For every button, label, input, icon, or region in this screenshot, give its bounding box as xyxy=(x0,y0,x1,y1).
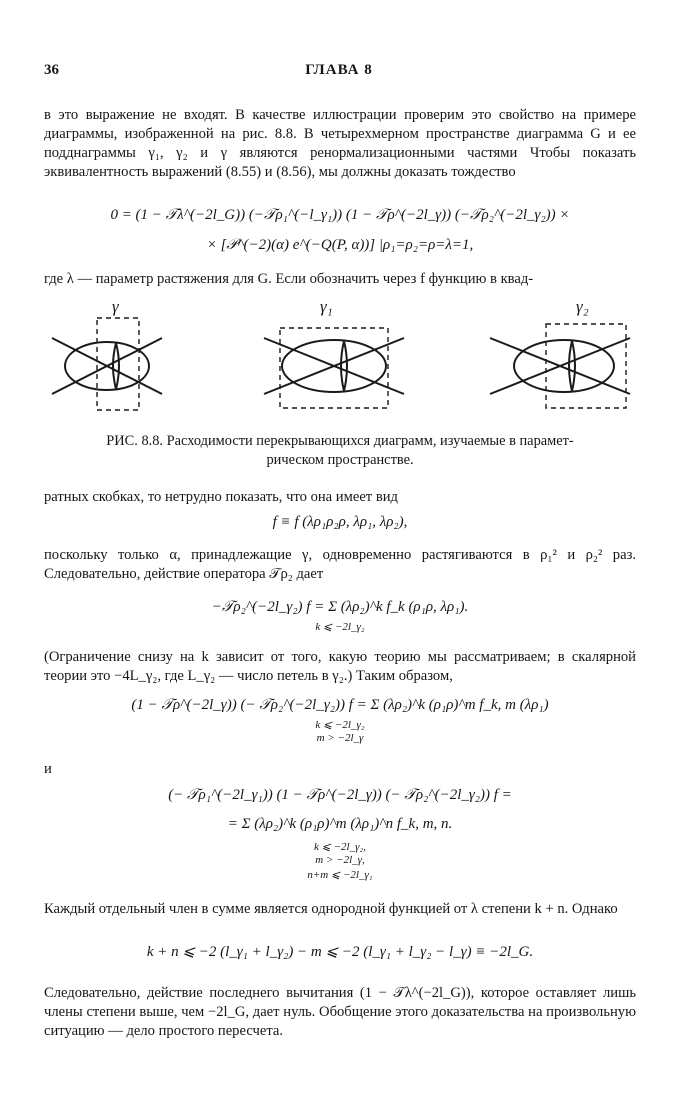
figure-caption-line1: РИС. 8.8. Расходимости перекрывающихся диаграмм, изучаемые в парамет- xyxy=(106,433,574,449)
equation-identity-line2: × [𝒫^(−2)(α) e^(−Q(P, α))] |ρ₁=ρ₂=ρ=λ=1, xyxy=(206,237,474,253)
running-header xyxy=(44,62,634,84)
equation-identity-line1: 0 = (1 − 𝒯λ^(−2l_G)) (−𝒯ρ₁^(−l_γ₁)) (1 − 𝒯ρ^(−2l_γ)) (−𝒯ρ₂^(−2l_γ₂)) × xyxy=(110,207,570,223)
label-gamma: γ xyxy=(112,298,119,316)
paragraph-conclusion: Следовательно, действие последнего вычитания (1 − 𝒯λ^(−2l_G)), которое оставляет лишь члены степени выше, чем −2l_G, дает нуль. Обобщение этого доказательства на произвольную ситуацию — дело простого пересчета. xyxy=(44,985,636,1039)
figure-caption-line2: рическом пространстве. xyxy=(266,452,414,468)
conjunction-and: и xyxy=(44,761,52,777)
equation-operator-rho2-sub: k ⩽ −2l_γ₂ xyxy=(315,621,365,633)
page-number: 36 xyxy=(44,62,59,78)
paragraph-intro: в это выражение не входят. В качестве иллюстрации проверим это свойство на примере диаграммы, изображенной на рис. 8.8. В четырехмерном пространстве диаграмма G и ее подднаграммы γ₁, γ₂ и γ являются ренормализационными частями Чтобы показать эквивалентность выражений (8.55) и (8.56), мы должны доказать тождество xyxy=(44,107,636,180)
equation-three-operators-sub1: k ⩽ −2l_γ₂, xyxy=(314,841,366,853)
equation-three-operators-sub2: m > −2l_γ, xyxy=(315,854,365,866)
equation-two-operators-sub1: k ⩽ −2l_γ₂ xyxy=(315,719,365,731)
diagram-gamma-2 xyxy=(490,324,630,408)
figure-8-8 xyxy=(44,298,636,418)
equation-degree-bound: k + n ⩽ −2 (l_γ₁ + l_γ₂) − m ⩽ −2 (l_γ₁ + l_γ₂ − l_γ) ≡ −2l_G. xyxy=(146,944,534,960)
paragraph-scaling: поскольку только α, принадлежащие γ, одновременно растягиваются в ρ₁² и ρ₂² раз. Следовательно, действие оператора 𝒯ρ₂ дает xyxy=(44,547,636,582)
paragraph-lambda: где λ — параметр растяжения для G. Если обозначить через f функцию в квад- xyxy=(44,271,534,287)
equation-f-form: f ≡ f (λρ₁ρ₂ρ, λρ₁, λρ₂), xyxy=(272,514,408,530)
equation-operator-rho2: −𝒯ρ₂^(−2l_γ₂) f = Σ (λρ₂)^k f_k (ρ₁ρ, λρ₁). xyxy=(211,599,469,615)
chapter-title: ГЛАВА 8 xyxy=(305,62,373,78)
figure-diagrams xyxy=(44,298,636,418)
equation-two-operators-sub2: m > −2l_γ xyxy=(316,732,364,744)
diagram-gamma-1 xyxy=(264,328,404,408)
paragraph-homogeneous: Каждый отдельный член в сумме является однородной функцией от λ степени k + n. Однако xyxy=(44,901,618,917)
equation-two-operators: (1 − 𝒯ρ^(−2l_γ)) (− 𝒯ρ₂^(−2l_γ₂)) f = Σ (λρ₂)^k (ρ₁ρ)^m f_k, m (λρ₁) xyxy=(131,697,549,713)
label-gamma-1: γ₁ xyxy=(320,298,333,316)
equation-three-operators-line1: (− 𝒯ρ₁^(−2l_γ₁)) (1 − 𝒯ρ^(−2l_γ)) (− 𝒯ρ₂^(−2l_γ₂)) f = xyxy=(168,787,512,803)
diagram-gamma xyxy=(52,318,162,410)
label-gamma-2: γ₂ xyxy=(576,298,589,316)
equation-three-operators-line2: = Σ (λρ₂)^k (ρ₁ρ)^m (λρ₁)^n f_k, m, n. xyxy=(227,816,453,832)
paragraph-restriction: (Ограничение снизу на k зависит от того, какую теорию мы рассматриваем; в скалярной теории это −4L_γ₂, где L_γ₂ — число петель в γ₂.) Таким образом, xyxy=(44,649,636,684)
equation-three-operators-sub3: n+m ⩽ −2l_γ₁ xyxy=(307,869,373,881)
paragraph-square-brackets: ратных скобках, то нетрудно показать, что она имеет вид xyxy=(44,489,398,505)
